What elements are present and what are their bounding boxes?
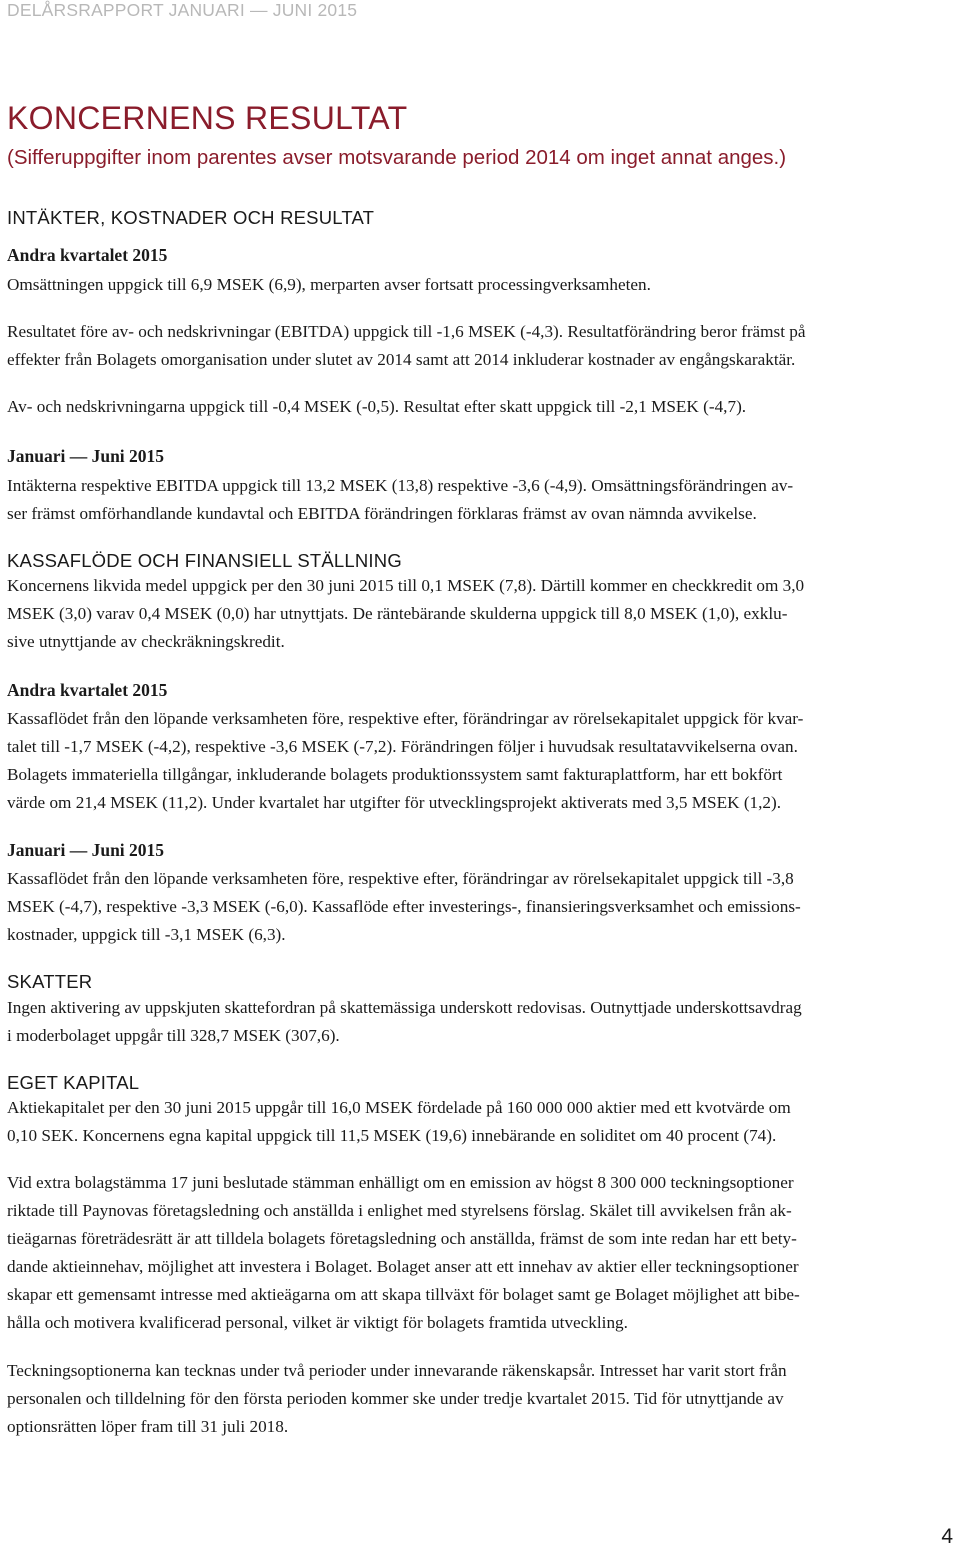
text-line: tieägarnas företrädesrätt är att tilldela bolagets företagsledning och anställda, främst de som inte redan har ett bety- bbox=[7, 1229, 797, 1248]
text-line: MSEK (3,0) varav 0,4 MSEK (0,0) har utnyttjats. De räntebärande skulderna uppgick till 8,0 MSEK (1,0), exklu- bbox=[7, 604, 788, 623]
running-header: DELÅRSRAPPORT JANUARI — JUNI 2015 bbox=[7, 0, 358, 20]
text-line: Bolagets immateriella tillgångar, inkluderande bolagets produktionssystem samt fakturaplattform, har ett bokfört bbox=[7, 765, 783, 784]
text-line: sive utnyttjande av checkräkningskredit. bbox=[7, 632, 285, 651]
paragraph bbox=[7, 1169, 959, 1337]
text-line: värde om 21,4 MSEK (11,2). Under kvartalet har utgifter för utvecklingsprojekt aktiverats med 3,5 MSEK (1,2). bbox=[7, 793, 782, 812]
subheading-q2: Andra kvartalet 2015 bbox=[7, 680, 168, 700]
text-line: Resultatet före av- och nedskrivningar (EBITDA) uppgick till -1,6 MSEK (-4,3). Resultatförändring beror främst på bbox=[7, 322, 806, 341]
paragraph bbox=[7, 472, 959, 528]
text-line: Kassaflödet från den löpande verksamheten före, respektive efter, förändringar av rörelsekapitalet uppgick för kvar- bbox=[7, 709, 804, 728]
paragraph bbox=[7, 994, 959, 1050]
text-line: Koncernens likvida medel uppgick per den 30 juni 2015 till 0,1 MSEK (7,8). Därtill kommer en checkkredit om 3,0 bbox=[7, 576, 805, 595]
text-line: dande aktieinnehav, möjlighet att investera i Bolaget. Bolaget anser att ett innehav av aktier eller teckningsoptioner bbox=[7, 1257, 799, 1276]
text-line: Intäkterna respektive EBITDA uppgick till 13,2 MSEK (13,8) respektive -3,6 (-4,9). Omsättningsförändringen av- bbox=[7, 476, 794, 495]
text-line: talet till -1,7 MSEK (-4,2), respektive -3,6 MSEK (-7,2). Förändringen följer i huvudsak resultatavvikelserna ovan. bbox=[7, 737, 798, 756]
text-line: i moderbolaget uppgår till 328,7 MSEK (307,6). bbox=[7, 1026, 340, 1045]
text-line: Ingen aktivering av uppskjuten skattefordran på skattemässiga underskott redovisas. Outnyttjade underskottsavdrag bbox=[7, 998, 802, 1017]
page-subtitle: (Sifferuppgifter inom parentes avser motsvarande period 2014 om inget annat anges.) bbox=[7, 146, 787, 169]
text-line: Teckningsoptionerna kan tecknas under två perioder under innevarande räkenskapsår. Intresset har varit stort från bbox=[7, 1361, 787, 1380]
section-heading-revenue: INTÄKTER, KOSTNADER OCH RESULTAT bbox=[7, 207, 375, 228]
paragraph bbox=[7, 1094, 959, 1150]
text-line: effekter från Bolagets omorganisation under slutet av 2014 samt att 2014 inkluderar kostnader av engångskaraktär. bbox=[7, 350, 796, 369]
text-line: Aktiekapitalet per den 30 juni 2015 uppgår till 16,0 MSEK fördelade på 160 000 000 aktier med ett kvotvärde om bbox=[7, 1098, 791, 1117]
text-line: skapar ett gemensamt intresse med aktieägarna om att skapa tillväxt för bolaget samt ge Bolaget möjlighet att bibe- bbox=[7, 1285, 800, 1304]
text-line: ser främst omförhandlande kundavtal och EBITDA förändringen förklaras främst av ovan nämnda avvikelse. bbox=[7, 504, 757, 523]
section-heading-equity: EGET KAPITAL bbox=[7, 1072, 140, 1093]
paragraph bbox=[7, 705, 959, 817]
text-line: Vid extra bolagstämma 17 juni beslutade stämman enhälligt om en emission av högst 8 300 000 teckningsoptioner bbox=[7, 1173, 794, 1192]
subheading-h1: Januari — Juni 2015 bbox=[7, 840, 165, 860]
text-line: Kassaflödet från den löpande verksamheten före, respektive efter, förändringar av rörelsekapitalet uppgick till -3,8 bbox=[7, 869, 794, 888]
paragraph bbox=[7, 393, 959, 421]
text-line: Omsättningen uppgick till 6,9 MSEK (6,9), merparten avser fortsatt processingverksamheten. bbox=[7, 275, 651, 294]
paragraph bbox=[7, 1357, 959, 1441]
section-heading-taxes: SKATTER bbox=[7, 971, 93, 992]
text-line: personalen och tilldelning för den första perioden kommer ske under tredje kvartalet 2015. Tid för utnyttjande av bbox=[7, 1389, 784, 1408]
text-line: hålla och motivera kvalificerad personal, vilket är viktigt för bolagets framtida utveckling. bbox=[7, 1313, 628, 1332]
section-heading-cashflow: KASSAFLÖDE OCH FINANSIELL STÄLLNING bbox=[7, 550, 402, 571]
text-line: optionsrätten löper fram till 31 juli 2018. bbox=[7, 1417, 289, 1436]
paragraph bbox=[7, 318, 959, 374]
page-title: KONCERNENS RESULTAT bbox=[7, 100, 408, 136]
text-line: kostnader, uppgick till -3,1 MSEK (6,3). bbox=[7, 925, 286, 944]
text-line: Av- och nedskrivningarna uppgick till -0,4 MSEK (-0,5). Resultat efter skatt uppgick till -2,1 MSEK (-4,7). bbox=[7, 397, 747, 416]
page-number: 4 bbox=[941, 1525, 953, 1548]
text-line: MSEK (-4,7), respektive -3,3 MSEK (-6,0). Kassaflöde efter investerings-, finansieringsverksamhet och emissions- bbox=[7, 897, 801, 916]
paragraph bbox=[7, 271, 959, 299]
text-line: riktade till Paynovas företagsledning och anställda i enlighet med styrelsens förslag. Skälet till avvikelsen från ak- bbox=[7, 1201, 792, 1220]
subheading-h1: Januari — Juni 2015 bbox=[7, 446, 165, 466]
subheading-q2: Andra kvartalet 2015 bbox=[7, 245, 168, 265]
text-line: 0,10 SEK. Koncernens egna kapital uppgick till 11,5 MSEK (19,6) innebärande en soliditet om 40 procent (74). bbox=[7, 1126, 777, 1145]
paragraph bbox=[7, 572, 959, 656]
paragraph bbox=[7, 865, 959, 949]
